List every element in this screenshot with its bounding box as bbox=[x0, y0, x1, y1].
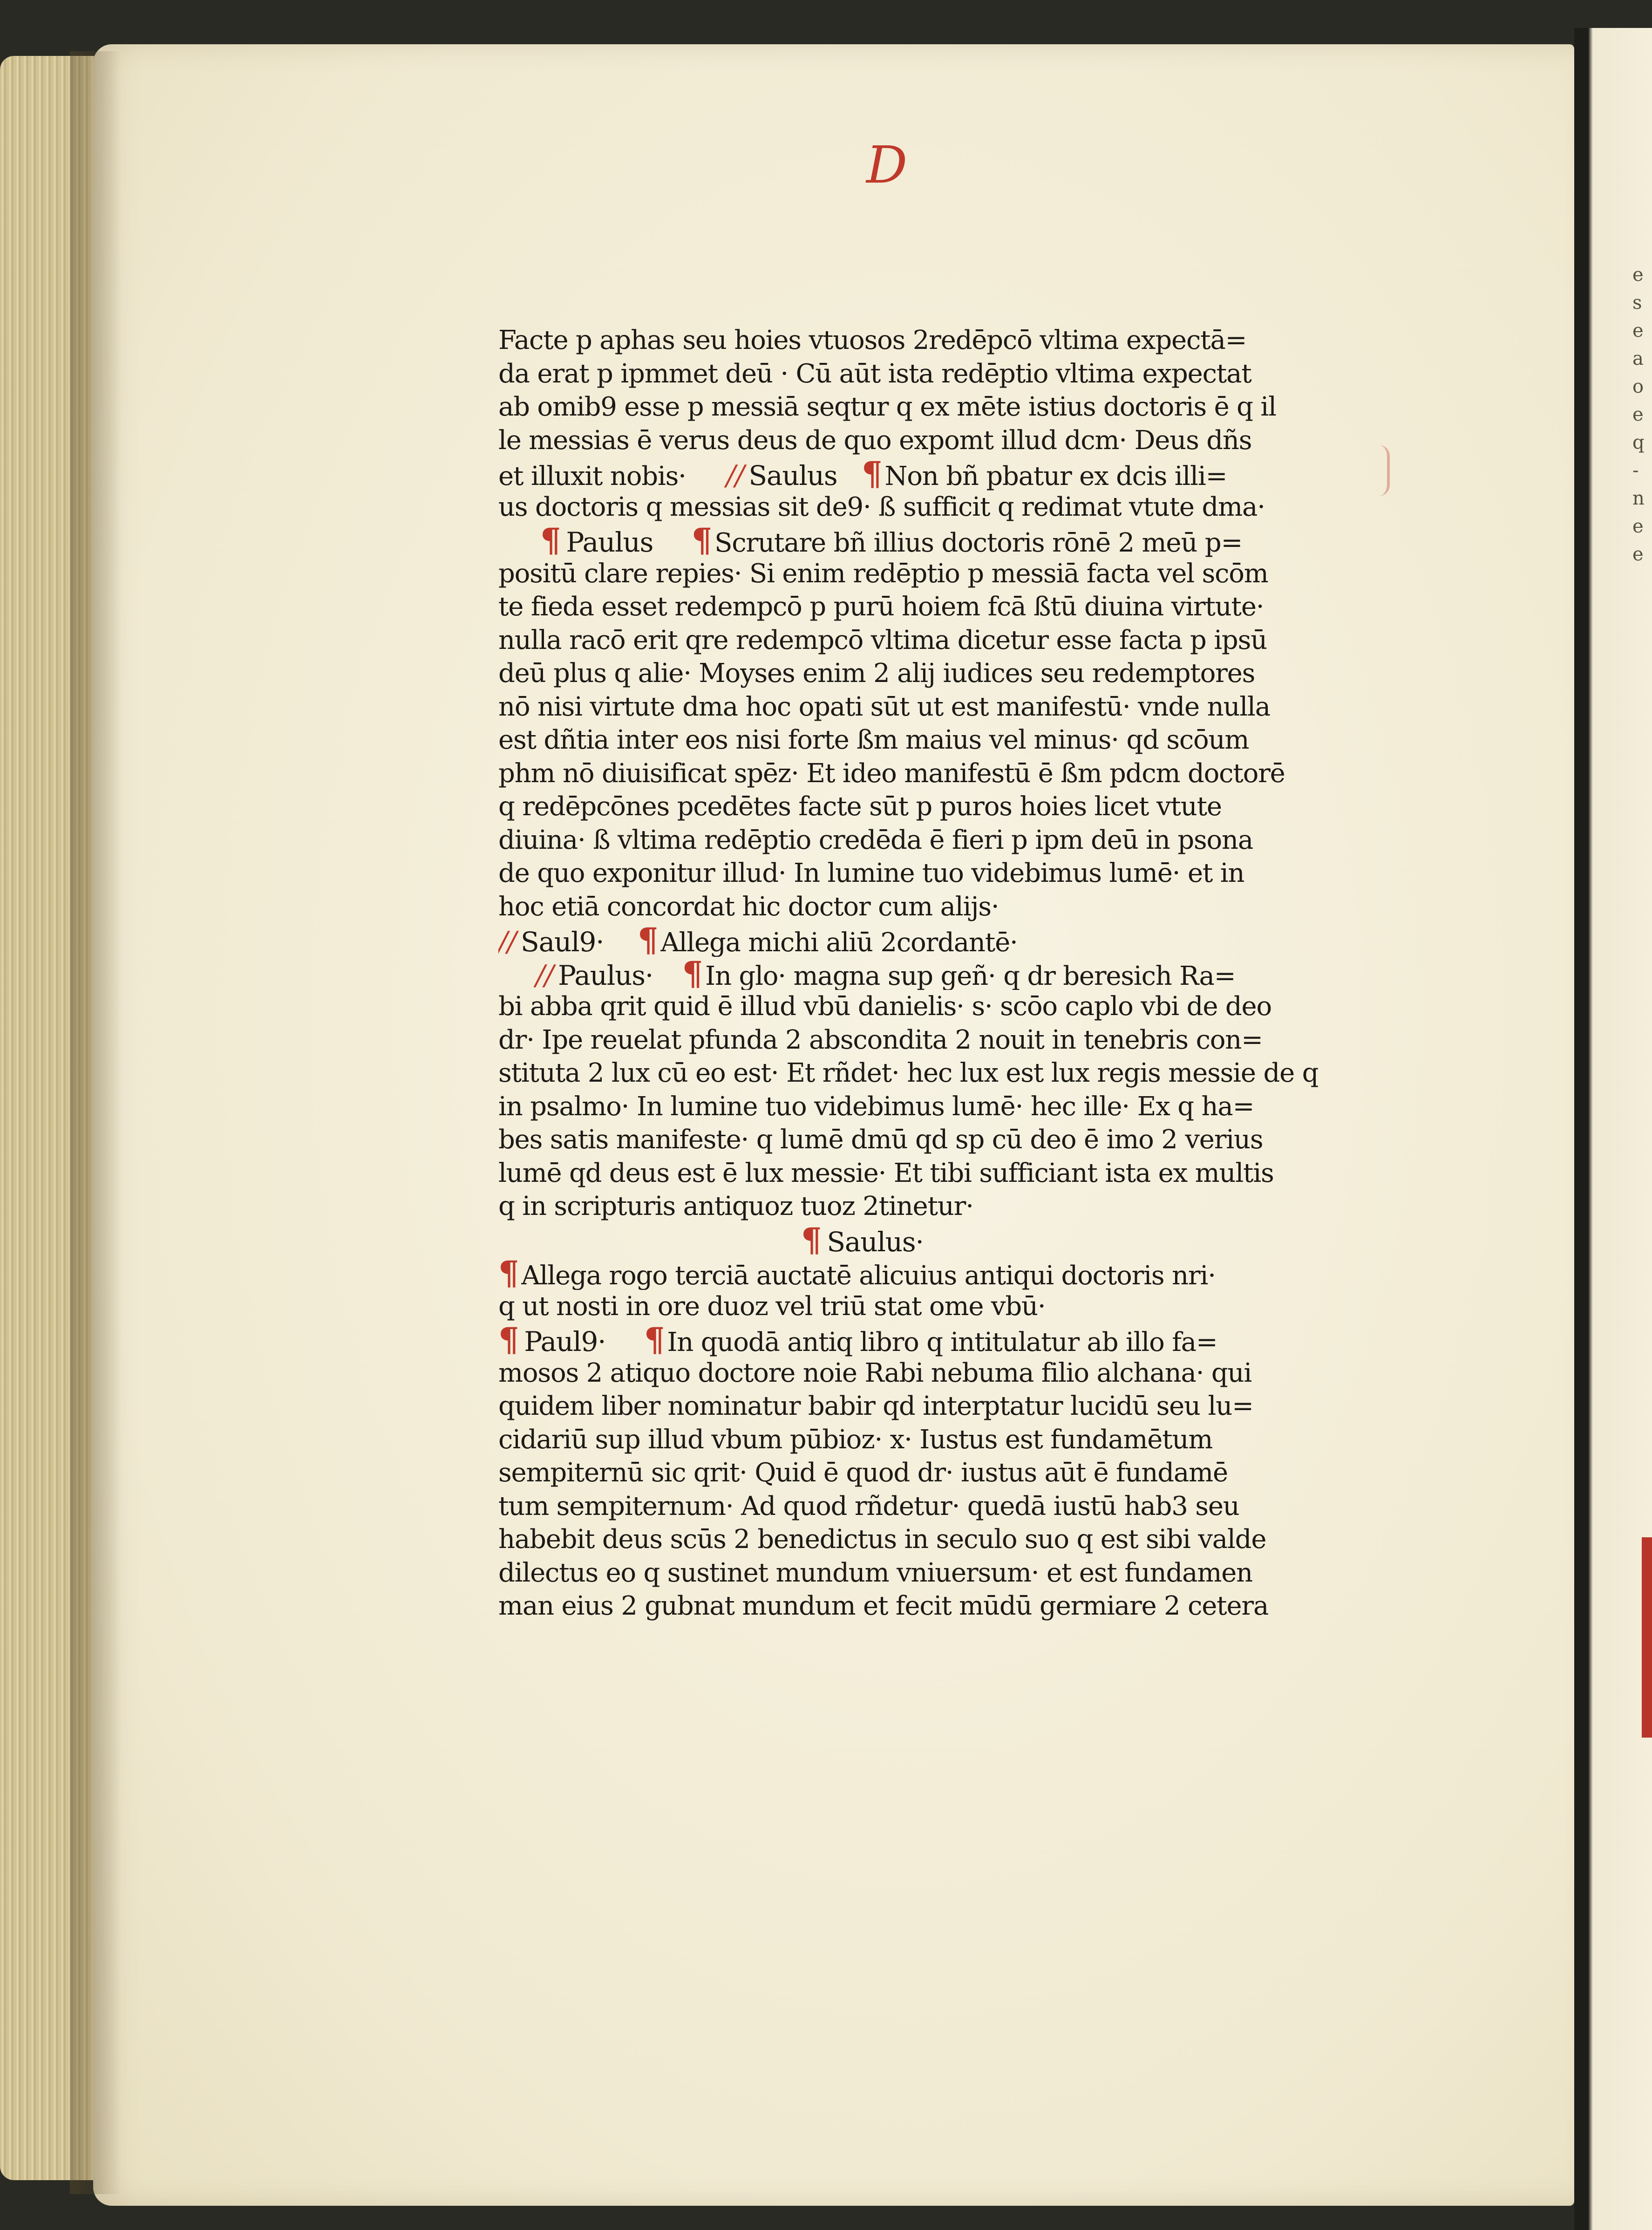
paragraph-text: In quodā antiq libro q intitulatur ab illo fa= bbox=[667, 1327, 1217, 1357]
text-line: bi abba qrit quid ē illud vbū danielis· s· scōo caplo vbi de deo bbox=[498, 991, 1271, 1022]
paragraph bbox=[862, 457, 1227, 491]
text-line: deū plus q alie· Moyses enim 2 alij iudices seu redemptores bbox=[498, 658, 1255, 689]
text-line: in psalmo· In lumine tuo videbimus lumē· hec ille· Ex q ha= bbox=[498, 1091, 1254, 1122]
text-line: ab omib9 esse p messiā seqtur q ex mēte istius doctoris ē q il bbox=[498, 392, 1276, 422]
rubric-mark: // bbox=[536, 959, 554, 990]
pilcrow-icon: ¶ bbox=[498, 1256, 519, 1290]
text-line: tum sempiternum· Ad quod rñdetur· quedā iustū hab3 seu bbox=[498, 1491, 1239, 1521]
margin-mark bbox=[1379, 445, 1390, 496]
speaker-heading: Saulus bbox=[746, 460, 840, 491]
text-line: bes satis manifeste· q lumē dmū qd sp cū deo ē imo 2 verius bbox=[498, 1125, 1263, 1155]
speaker-paulus bbox=[540, 524, 656, 557]
pilcrow-icon: ¶ bbox=[691, 524, 712, 557]
text-line bbox=[498, 1223, 1337, 1257]
line-text: et illuxit nobis· bbox=[498, 461, 686, 491]
paragraph bbox=[644, 1323, 1217, 1357]
speaker-saulus bbox=[498, 926, 606, 957]
text-line: q in scripturis antiquoz tuoz 2tinetur· bbox=[498, 1191, 973, 1221]
text-line: quidem liber nominatur babir qd interptatur lucidū seu lu= bbox=[498, 1391, 1253, 1421]
paragraph bbox=[638, 923, 1018, 957]
text-line: dilectus eo q sustinet mundum vniuersum· et est fundamen bbox=[498, 1557, 1253, 1588]
text-line: hoc etiā concordat hic doctor cum alijs· bbox=[498, 891, 999, 922]
text-line: lumē qd deus est ē lux messie· Et tibi sufficiant ista ex multis bbox=[498, 1158, 1274, 1188]
pilcrow-icon: ¶ bbox=[498, 1323, 519, 1357]
text-line: habebit deus scūs 2 benedictus in seculo suo q est sibi valde bbox=[498, 1524, 1266, 1555]
speaker-heading: Saul9· bbox=[518, 926, 606, 957]
speaker-heading: Paulus bbox=[563, 526, 656, 557]
speaker-heading: Paul9· bbox=[521, 1326, 608, 1357]
rubric-mark: // bbox=[726, 459, 744, 491]
text-line: le messias ē verus deus de quo expomt illud dcm· Deus dñs bbox=[498, 425, 1252, 456]
speaker-saulus bbox=[726, 459, 840, 491]
text-line bbox=[498, 1256, 1337, 1290]
text-line: us doctoris q messias sit de9· ß sufficit q redimat vtute dma· bbox=[498, 491, 1265, 522]
speaker-heading: Saulus· bbox=[824, 1226, 926, 1257]
text-line: man eius 2 gubnat mundum et fecit mūdū germiare 2 cetera bbox=[498, 1591, 1269, 1621]
text-line bbox=[498, 957, 1337, 990]
text-line: cidariū sup illud vbum pūbioz· x· Iustus est fundamētum bbox=[498, 1424, 1213, 1455]
paragraph-text: Non bñ pbatur ex dcis illi= bbox=[884, 461, 1227, 491]
text-line: de quo exponitur illud· In lumine tuo videbimus lumē· et in bbox=[498, 858, 1244, 888]
text-line: phm nō diuisificat spēz· Et ideo manifestū ē ßm pdcm doctorē bbox=[498, 758, 1285, 789]
pilcrow-icon: ¶ bbox=[644, 1323, 665, 1357]
pilcrow-icon: ¶ bbox=[638, 923, 658, 957]
text-line: sempiternū sic qrit· Quid ē quod dr· iustus aūt ē fundamē bbox=[498, 1458, 1228, 1488]
text-line: dr· Ipe reuelat pfunda 2 abscondita 2 nouit in tenebris con= bbox=[498, 1024, 1263, 1055]
speaker-paulus bbox=[536, 959, 656, 990]
paragraph bbox=[692, 524, 1242, 557]
text-line: nulla racō erit qre redempcō vltima dicetur esse facta p ipsū bbox=[498, 625, 1267, 655]
text-line: q ut nosti in ore duoz vel triū stat ome vbū· bbox=[498, 1291, 1046, 1322]
text-block bbox=[498, 324, 1337, 1623]
text-line: da erat p ipmmet deū · Cū aūt ista redēptio vltima expectat bbox=[498, 358, 1251, 389]
right-page-red-tab bbox=[1642, 1537, 1652, 1738]
text-line: positū clare repies· Si enim redēptio p messiā facta vel scōm bbox=[498, 558, 1268, 589]
right-page-text: e s e a o e q - n e e bbox=[1632, 264, 1645, 565]
paragraph bbox=[682, 957, 1236, 990]
speaker-heading: Paulus· bbox=[555, 960, 656, 990]
text-line bbox=[498, 1323, 1337, 1357]
text-line: est dñtia inter eos nisi forte ßm maius vel minus· qd scōum bbox=[498, 725, 1249, 755]
text-line: Facte p aphas seu hoies vtuosos 2redēpcō vltima expectā= bbox=[498, 325, 1247, 355]
text-line: diuina· ß vltima redēptio credēda ē fieri p ipm deū in psona bbox=[498, 825, 1253, 855]
speaker-paulus bbox=[498, 1323, 608, 1357]
text-line bbox=[498, 524, 1337, 557]
pilcrow-icon: ¶ bbox=[540, 524, 561, 557]
text-line: nō nisi virtute dma hoc opati sūt ut est manifestū· vnde nulla bbox=[498, 691, 1270, 722]
paragraph-text: Allega rogo terciā auctatē alicuius antiqui doctoris nri· bbox=[521, 1261, 1216, 1290]
text-line bbox=[498, 923, 1337, 957]
text-line: stituta 2 lux cū eo est· Et rñdet· hec lux est lux regis messie de q bbox=[498, 1058, 1319, 1088]
text-line: te fieda esset redempcō p purū hoiem fcā ßtū diuina virtute· bbox=[498, 592, 1264, 622]
text-line bbox=[498, 457, 1337, 491]
rubric-mark: // bbox=[498, 926, 517, 957]
text-line: q redēpcōnes pcedētes facte sūt p puros hoies licet vtute bbox=[498, 791, 1222, 822]
paragraph-text: In glo· magna sup geñ· q dr beresich Ra= bbox=[705, 961, 1236, 990]
pilcrow-icon: ¶ bbox=[862, 457, 882, 491]
folio-mark: D bbox=[866, 135, 908, 195]
pilcrow-icon: ¶ bbox=[801, 1223, 822, 1256]
gutter-shadow bbox=[70, 51, 121, 2194]
paragraph-text: Scrutare bñ illius doctoris rōnē 2 meū p= bbox=[714, 528, 1243, 557]
speaker-saulus bbox=[801, 1223, 926, 1257]
paragraph-text: Allega michi aliū 2cordantē· bbox=[660, 927, 1018, 957]
pilcrow-icon: ¶ bbox=[682, 956, 703, 990]
text-line: mosos 2 atiquo doctore noie Rabi nebuma filio alchana· qui bbox=[498, 1357, 1252, 1388]
